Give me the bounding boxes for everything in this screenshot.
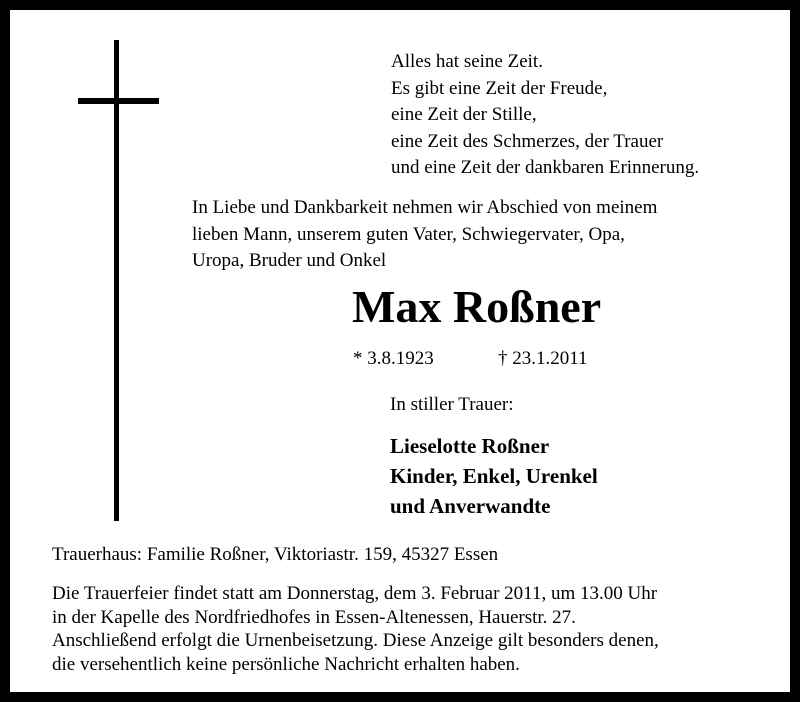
intro-line: Uropa, Bruder und Onkel	[192, 250, 387, 271]
farewell-intro	[192, 195, 657, 275]
intro-line: In Liebe und Dankbarkeit nehmen wir Abschied von meinem	[192, 197, 658, 218]
cross-horizontal-bar	[78, 98, 159, 104]
mourner-line: Lieselotte Roßner	[390, 434, 550, 458]
poem-line: eine Zeit des Schmerzes, der Trauer	[391, 130, 664, 152]
mourners-list	[390, 431, 598, 521]
mourner-line: Kinder, Enkel, Urenkel	[390, 464, 598, 488]
poem-line: und eine Zeit der dankbaren Erinnerung.	[391, 157, 700, 178]
poem-line: Es gibt eine Zeit der Freude,	[391, 77, 608, 99]
poem-line: Alles hat seine Zeit.	[391, 51, 543, 72]
mourning-house-address: Trauerhaus: Familie Roßner, Viktoriastr. 159, 45327 Essen	[52, 544, 499, 565]
deceased-name: Max Roßner	[352, 281, 602, 332]
ceremony-line: die versehentlich keine persönliche Nachricht erhalten haben.	[52, 653, 520, 675]
ceremony-line: Die Trauerfeier findet statt am Donnerstag, dem 3. Februar 2011, um 13.00 Uhr	[52, 583, 658, 604]
poem-line: eine Zeit der Stille,	[391, 104, 537, 125]
mourning-label: In stiller Trauer:	[390, 394, 514, 415]
death-date: † 23.1.2011	[498, 348, 588, 369]
poem	[391, 49, 699, 182]
cross-vertical-bar	[114, 40, 119, 521]
ceremony-line: in der Kapelle des Nordfriedhofes in Essen-Altenessen, Hauerstr. 27.	[52, 606, 576, 628]
birth-date: * 3.8.1923	[353, 348, 434, 369]
mourner-line: und Anverwandte	[390, 494, 551, 518]
intro-line: lieben Mann, unserem guten Vater, Schwiegervater, Opa,	[192, 223, 625, 245]
ceremony-line: Anschließend erfolgt die Urnenbeisetzung. Diese Anzeige gilt besonders denen,	[52, 630, 659, 651]
ceremony-details	[52, 582, 659, 676]
